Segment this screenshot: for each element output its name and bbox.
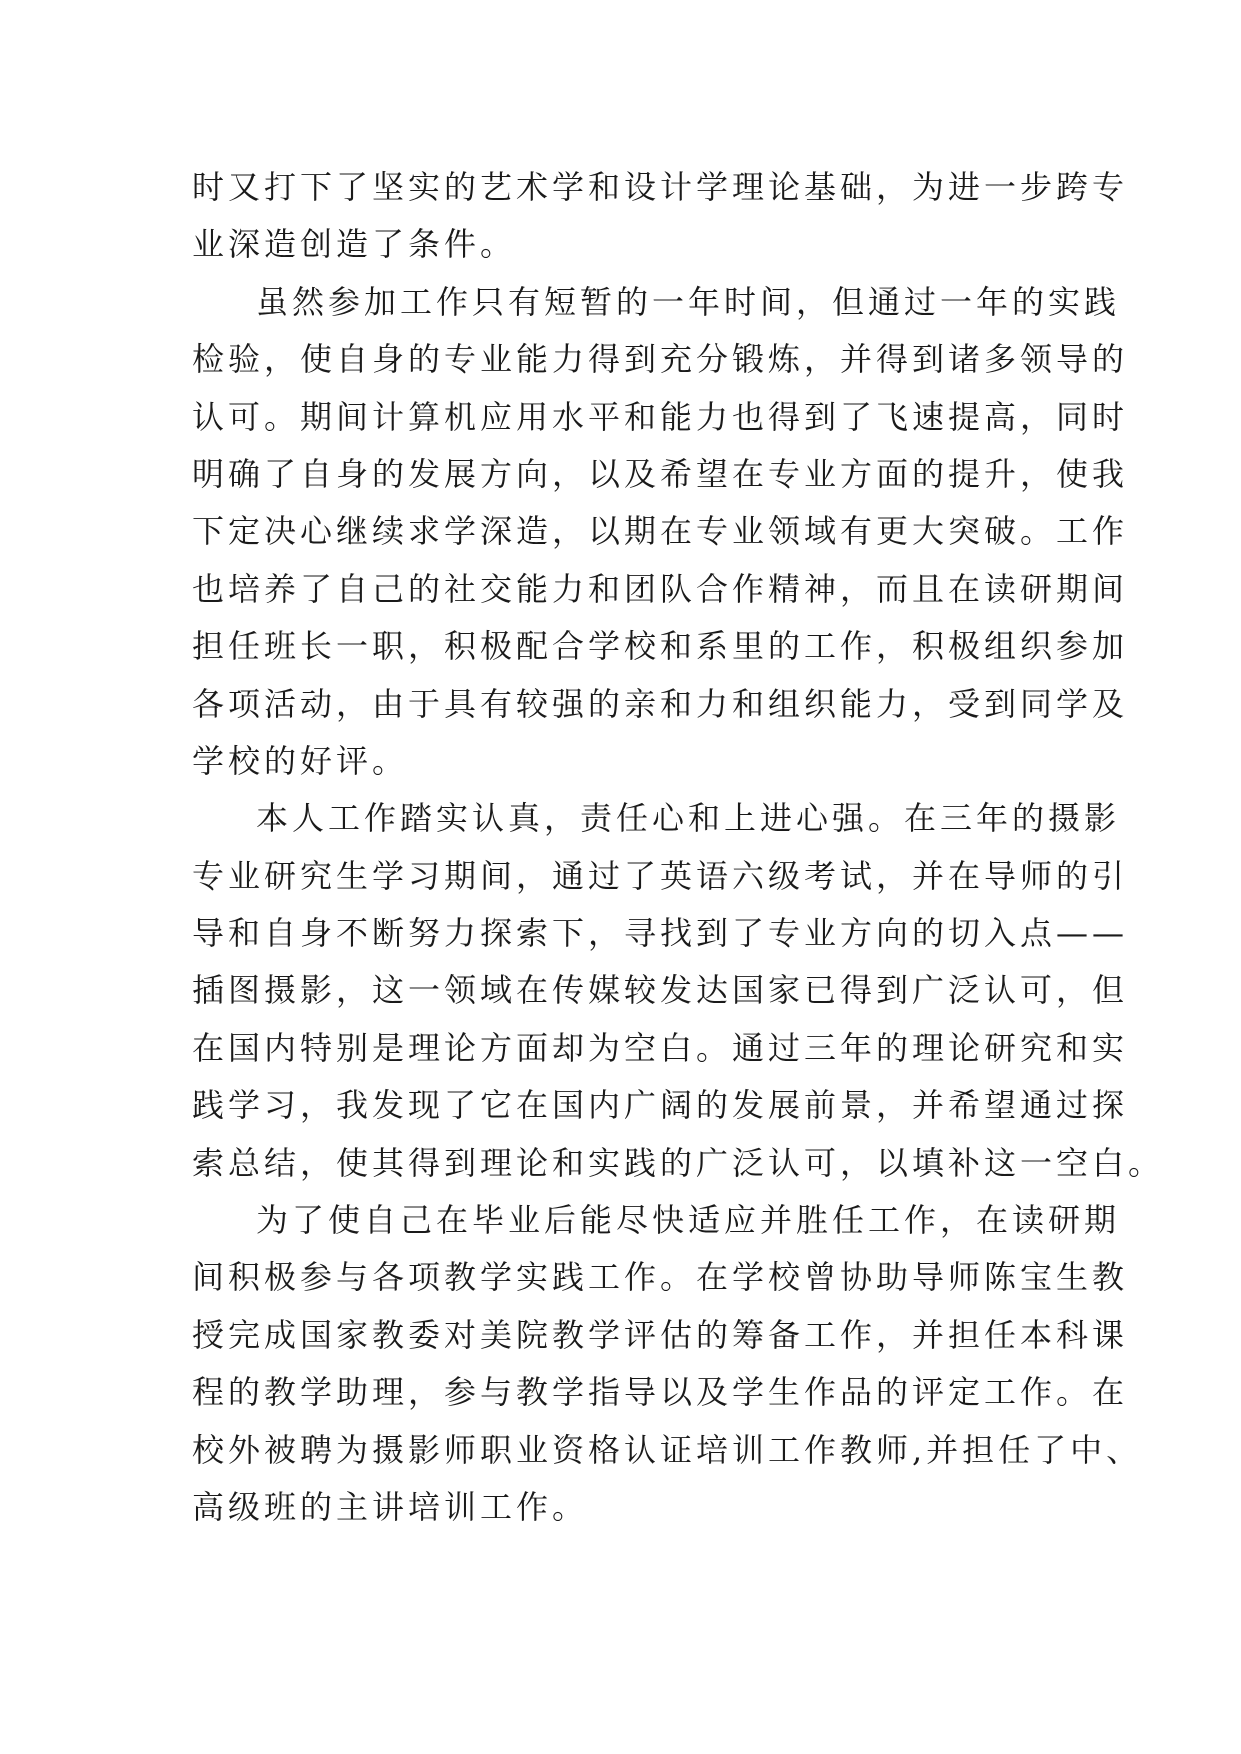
text-line: 专业研究生学习期间，通过了英语六级考试，并在导师的引 [192,856,1129,895]
text-line: 下定决心继续求学深造，以期在专业领域有更大突破。工作 [192,512,1129,551]
text-line: 践学习，我发现了它在国内广阔的发展前景，并希望通过探 [192,1086,1129,1125]
text-line: 学校的好评。 [192,741,409,780]
text-line: 在国内特别是理论方面却为空白。通过三年的理论研究和实 [192,1028,1129,1067]
text-line: 间积极参与各项教学实践工作。在学校曾协助导师陈宝生教 [192,1258,1129,1297]
text-line: 各项活动，由于具有较强的亲和力和组织能力，受到同学及 [192,684,1129,723]
paragraph-start-line: 本人工作踏实认真，责任心和上进心强。在三年的摄影 [256,799,1121,838]
text-line: 高级班的主讲培训工作。 [192,1487,589,1526]
paragraph-start-line: 虽然参加工作只有短暂的一年时间，但通过一年的实践 [256,282,1121,321]
text-line: 明确了自身的发展方向，以及希望在专业方面的提升，使我 [192,454,1129,493]
text-line: 业深造创造了条件。 [192,225,517,264]
text-line: 索总结，使其得到理论和实践的广泛认可，以填补这一空白。 [192,1143,1165,1182]
text-line: 担任班长一职，积极配合学校和系里的工作，积极组织参加 [192,627,1129,666]
body-text [192,162,1165,1539]
text-line: 插图摄影，这一领域在传媒较发达国家已得到广泛认可，但 [192,971,1129,1010]
text-line: 认可。期间计算机应用水平和能力也得到了飞速提高，同时 [192,397,1129,436]
text-line: 程的教学助理，参与教学指导以及学生作品的评定工作。在 [192,1373,1129,1412]
text-line: 也培养了自己的社交能力和团队合作精神，而且在读研期间 [192,569,1129,608]
text-line: 检验，使自身的专业能力得到充分锻炼，并得到诸多领导的 [192,340,1129,379]
text-line: 导和自身不断努力探索下，寻找到了专业方向的切入点—— [192,914,1129,953]
text-line: 时又打下了坚实的艺术学和设计学理论基础，为进一步跨专 [192,168,1129,206]
text-line: 校外被聘为摄影师职业资格认证培训工作教师,并担任了中、 [192,1430,1143,1469]
paragraph-start-line: 为了使自己在毕业后能尽快适应并胜任工作，在读研期 [256,1201,1121,1240]
text-line: 授完成国家教委对美院教学评估的筹备工作，并担任本科课 [192,1315,1129,1354]
